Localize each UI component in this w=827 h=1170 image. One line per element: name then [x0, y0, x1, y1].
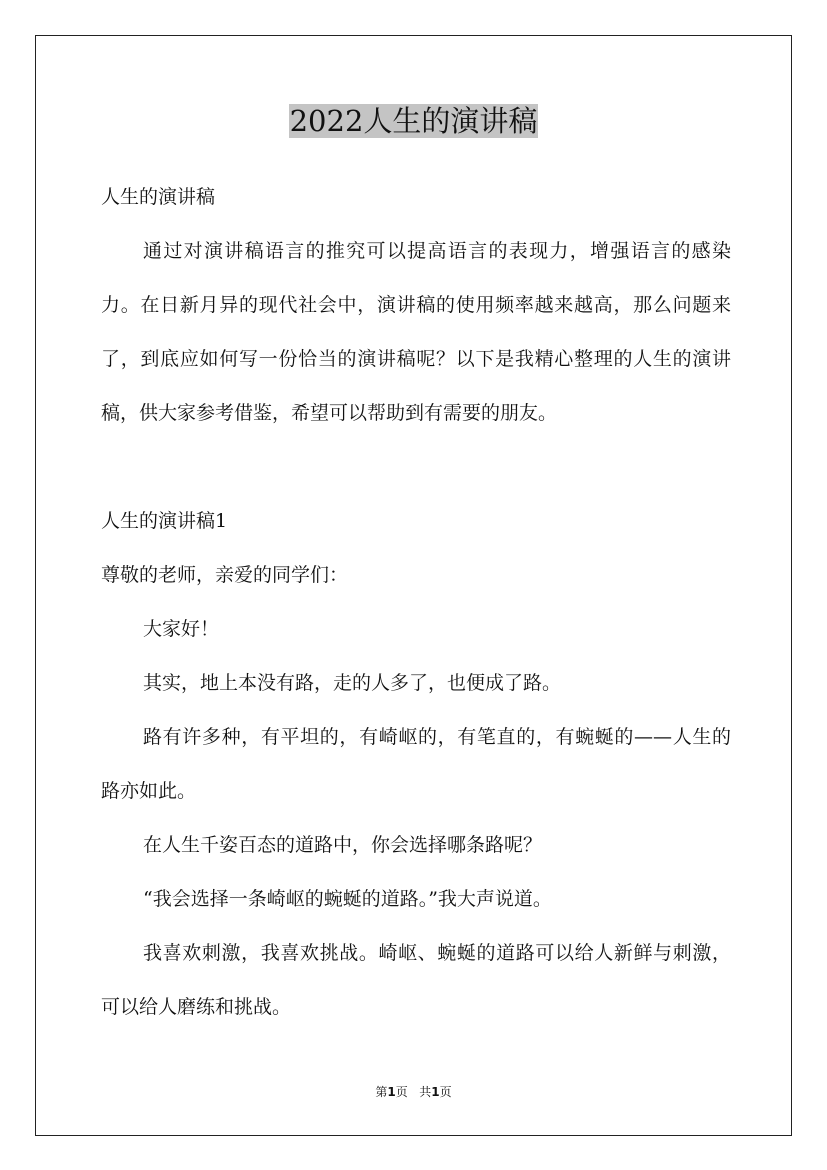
document-title	[0, 101, 827, 141]
intro-paragraph: 通过对演讲稿语言的推究可以提高语言的表现力，增强语言的感染力。在日新月异的现代社会中，演讲稿的使用频率越来越高，那么问题来了，到底应如何写一份恰当的演讲稿呢？以下是我精心整理的人生的演讲稿，供大家参考借鉴，希望可以帮助到有需要的朋友。	[101, 240, 731, 424]
document-body	[101, 170, 731, 1034]
page-indicator: 第1页	[375, 1085, 408, 1099]
page-footer	[0, 1083, 827, 1101]
total-pages-indicator: 共1页	[419, 1085, 452, 1099]
body-paragraph: 路有许多种，有平坦的，有崎岖的，有笔直的，有蜿蜒的——人生的路亦如此。	[101, 726, 731, 802]
subtitle: 人生的演讲稿	[101, 186, 216, 208]
body-paragraph: 在人生千姿百态的道路中，你会选择哪条路呢？	[143, 834, 543, 856]
document-title-text: 2022人生的演讲稿	[289, 104, 538, 138]
salutation: 尊敬的老师，亲爱的同学们：	[101, 564, 349, 586]
body-paragraph: 我喜欢刺激，我喜欢挑战。崎岖、蜿蜒的道路可以给人新鲜与刺激，可以给人磨练和挑战。	[101, 942, 731, 1018]
section-heading: 人生的演讲稿1	[101, 510, 228, 532]
body-paragraph: 其实，地上本没有路，走的人多了，也便成了路。	[143, 672, 562, 694]
body-paragraph: “我会选择一条崎岖的蜿蜒的道路。”我大声说道。	[143, 888, 552, 910]
greeting: 大家好！	[143, 618, 220, 640]
